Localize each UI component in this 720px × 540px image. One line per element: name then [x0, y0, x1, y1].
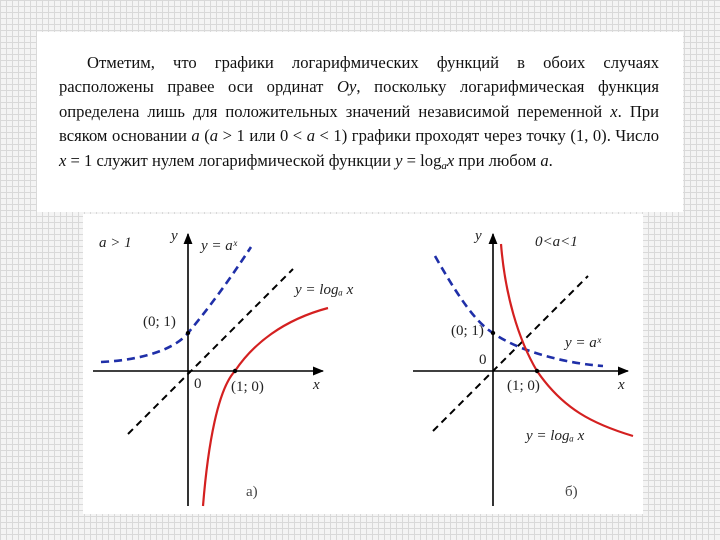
- graph-b-caption: б): [565, 484, 578, 500]
- graph-a-log-curve: [203, 308, 328, 506]
- figure: [83, 214, 643, 514]
- graph-a-caption: а): [246, 484, 258, 500]
- graph-b: [413, 228, 633, 506]
- graph-a-origin: 0: [194, 376, 202, 392]
- graph-a-x-label: x: [313, 377, 320, 393]
- paragraph: Отметим, что графики логарифмических функций в обоих случаях расположены правее оси ординат Oy, поскольку логарифмическая функция определена лишь для положительных значений независимой переменной x. При всяком основании a (a > 1 или 0 < a < 1) графики проходят через точку (1, 0). Число x = 1 служит нулем логарифмической функции $y = \log_ax$ при любом a.: [59, 53, 660, 172]
- graph-b-y-label: y: [475, 228, 482, 244]
- graphs-svg: [83, 214, 643, 514]
- graph-a-log-label: y = logₐ x: [295, 282, 354, 298]
- graph-a: [93, 228, 354, 506]
- graph-b-origin: 0: [479, 352, 487, 368]
- graph-b-log-label: y = logₐ x: [526, 428, 585, 444]
- graph-a-exp-curve: [101, 247, 251, 362]
- graph-b-condition: 0<a<1: [535, 234, 578, 250]
- graph-a-exp-label: y = aˣ: [201, 238, 238, 254]
- graph-b-exp-label: y = aˣ: [565, 335, 602, 351]
- graph-b-point-01-label: (0; 1): [451, 323, 484, 339]
- graph-a-condition: a > 1: [99, 235, 132, 251]
- graph-a-point-01-label: (0; 1): [143, 314, 176, 330]
- graph-a-point-10-label: (1; 0): [231, 379, 264, 395]
- graph-a-point-10: [233, 369, 237, 373]
- graph-b-x-label: x: [618, 377, 625, 393]
- graph-b-point-10-label: (1; 0): [507, 378, 540, 394]
- graph-a-point-01: [186, 331, 190, 335]
- graph-b-point-01: [491, 331, 495, 335]
- graph-b-point-10: [535, 369, 539, 373]
- text-block: [37, 32, 683, 212]
- graph-a-bisector: [128, 269, 293, 434]
- graph-a-y-label: y: [171, 228, 178, 244]
